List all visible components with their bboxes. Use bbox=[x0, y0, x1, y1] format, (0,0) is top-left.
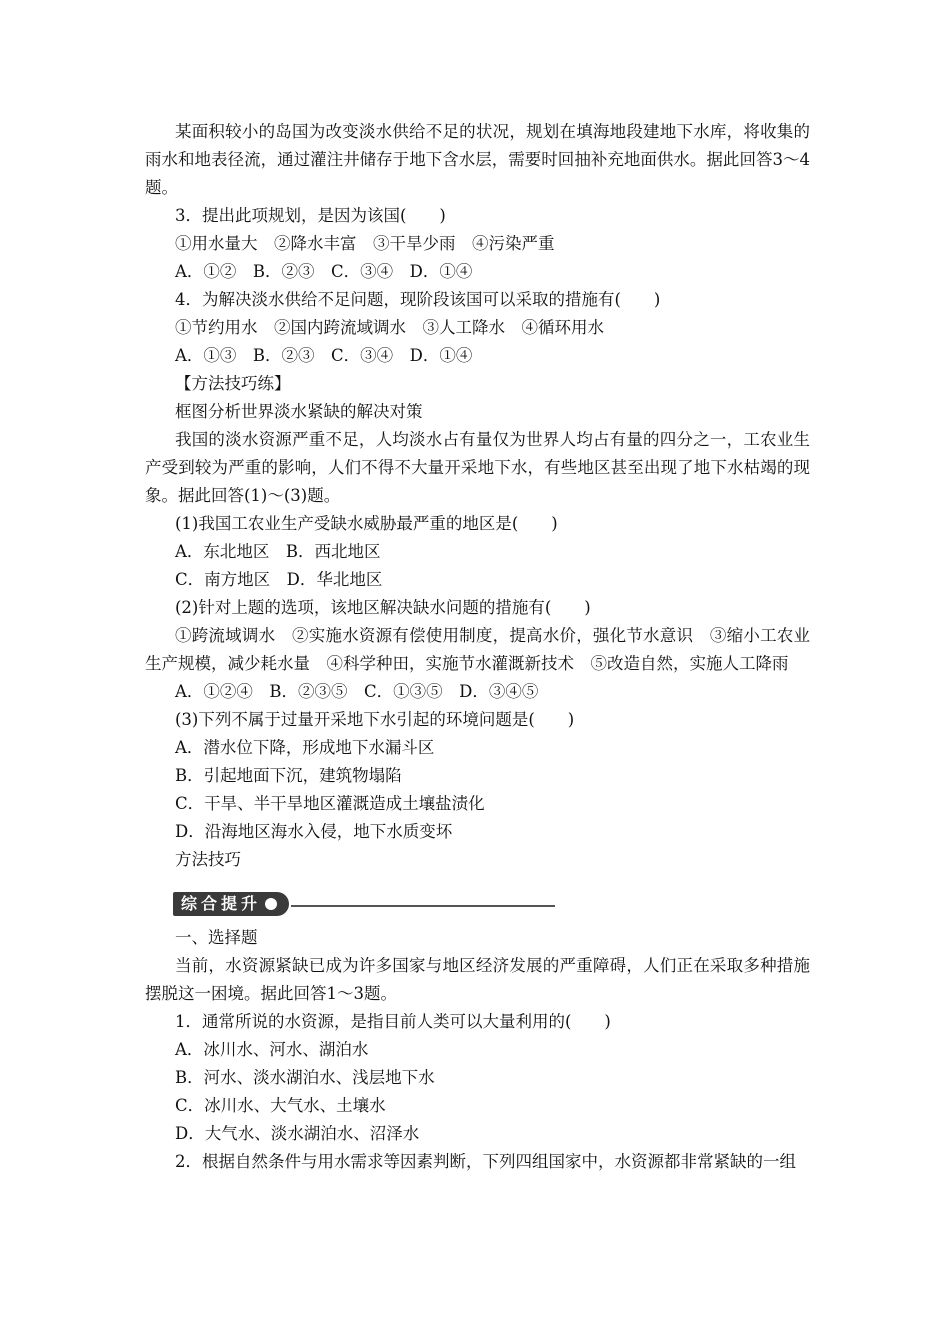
method-question-3-option-c: C．干旱、半干旱地区灌溉造成土壤盐渍化 bbox=[175, 794, 485, 813]
summary-banner-text: 综合提升 bbox=[181, 894, 262, 913]
summary-question-1-option-a: A．冰川水、河水、湖泊水 bbox=[175, 1040, 369, 1059]
summary-question-2: 2．根据自然条件与用水需求等因素判断，下列四组国家中，水资源都非常紧缺的一组 bbox=[175, 1152, 796, 1171]
banner-divider bbox=[291, 905, 555, 907]
question-3: 3．提出此项规划，是因为该国( ) bbox=[175, 206, 446, 225]
summary-banner-label bbox=[173, 892, 289, 916]
question-4-options: A．①③ B．②③ C．③④ D．①④ bbox=[175, 346, 473, 365]
question-4: 4．为解决淡水供给不足问题，现阶段该国可以采取的措施有( ) bbox=[175, 290, 661, 309]
passage-china-water: 我国的淡水资源严重不足，人均淡水占有量仅为世界人均占有量的四分之一，工农业生产受到较为严重的影响，人们不得不大量开采地下水，有些地区甚至出现了地下水枯竭的现象。据此回答(1)～(3)题。 bbox=[145, 430, 810, 505]
summary-question-1-option-c: C．冰川水、大气水、土壤水 bbox=[175, 1096, 386, 1115]
question-3-items: ①用水量大 ②降水丰富 ③干旱少雨 ④污染严重 bbox=[175, 234, 555, 253]
bullet-dot-icon bbox=[265, 898, 277, 910]
method-question-3-option-b: B．引起地面下沉，建筑物塌陷 bbox=[175, 766, 402, 785]
question-3-options: A．①② B．②③ C．③④ D．①④ bbox=[175, 262, 473, 281]
method-question-2: (2)针对上题的选项，该地区解决缺水问题的措施有( ) bbox=[175, 598, 591, 617]
document-content bbox=[145, 118, 810, 1176]
method-question-1: (1)我国工农业生产受缺水威胁最严重的地区是( ) bbox=[175, 514, 558, 533]
method-question-2-items: ①跨流域调水 ②实施水资源有偿使用制度，提高水价，强化节水意识 ③缩小工农业生产规模，减少耗水量 ④科学种田，实施节水灌溉新技术 ⑤改造自然，实施人工降雨 bbox=[145, 626, 810, 673]
method-question-3: (3)下列不属于过量开采地下水引起的环境问题是( ) bbox=[175, 710, 575, 729]
passage-island-intro: 某面积较小的岛国为改变淡水供给不足的状况，规划在填海地段建地下水库，将收集的雨水和地表径流，通过灌注井储存于地下含水层，需要时回抽补充地面供水。据此回答3～4题。 bbox=[145, 122, 810, 197]
summary-section-banner bbox=[173, 888, 810, 922]
method-question-2-options: A．①②④ B．②③⑤ C．①③⑤ D．③④⑤ bbox=[175, 682, 539, 701]
method-subtitle: 框图分析世界淡水紧缺的解决对策 bbox=[175, 402, 423, 421]
method-question-1-options-cd: C．南方地区 D．华北地区 bbox=[175, 570, 383, 589]
summary-section-title: 一、选择题 bbox=[175, 928, 258, 947]
passage-water-scarcity: 当前，水资源紧缺已成为许多国家与地区经济发展的严重障碍，人们正在采取多种措施摆脱这一困境。据此回答1～3题。 bbox=[145, 956, 810, 1003]
summary-question-1-option-b: B．河水、淡水湖泊水、浅层地下水 bbox=[175, 1068, 435, 1087]
question-4-items: ①节约用水 ②国内跨流域调水 ③人工降水 ④循环用水 bbox=[175, 318, 604, 337]
summary-question-1-option-d: D．大气水、淡水湖泊水、沼泽水 bbox=[175, 1124, 420, 1143]
method-header: 【方法技巧练】 bbox=[175, 374, 291, 393]
method-question-3-option-d: D．沿海地区海水入侵，地下水质变坏 bbox=[175, 822, 453, 841]
method-question-1-options-ab: A．东北地区 B．西北地区 bbox=[175, 542, 381, 561]
method-tips: 方法技巧 bbox=[175, 850, 241, 869]
method-question-3-option-a: A．潜水位下降，形成地下水漏斗区 bbox=[175, 738, 435, 757]
summary-question-1: 1．通常所说的水资源，是指目前人类可以大量利用的( ) bbox=[175, 1012, 611, 1031]
